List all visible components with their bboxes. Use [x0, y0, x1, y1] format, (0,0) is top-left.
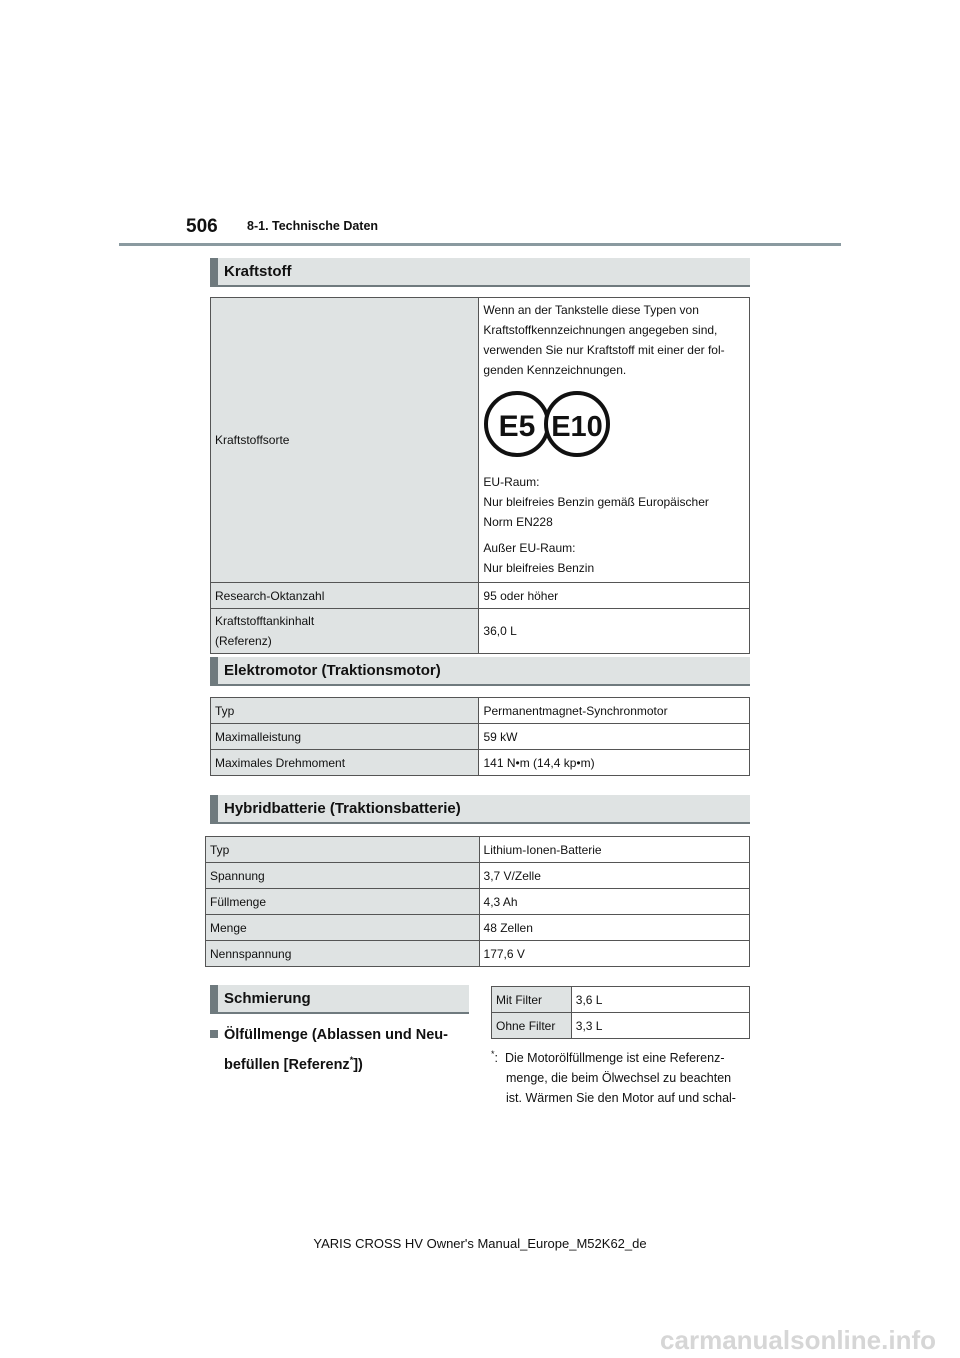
table-row: [211, 750, 750, 776]
motor-row-value: Permanentmagnet-Synchronmotor: [479, 698, 750, 724]
header-rule: [119, 243, 841, 246]
noneu-heading: Außer EU-Raum:: [483, 541, 576, 555]
motor-table: [210, 697, 750, 776]
oil-footnote: [491, 1044, 751, 1108]
table-row: [211, 583, 750, 609]
table-row: [211, 609, 750, 654]
tank-label-line: Kraftstofftankinhalt: [215, 614, 315, 628]
eu-heading: EU-Raum:: [483, 475, 540, 489]
footnote-line: menge, die beim Ölwechsel zu beachten: [506, 1071, 732, 1086]
table-row: [211, 698, 750, 724]
battery-table: [205, 836, 750, 967]
fuel-desc-line: verwenden Sie nur Kraftstoff mit einer der fol-: [483, 343, 725, 357]
fuel-desc-line: Kraftstoffkennzeichnungen angegeben sind,: [483, 323, 718, 337]
lubrication-section-heading: [210, 985, 469, 1014]
oil-row-label: Ohne Filter: [492, 1013, 572, 1039]
battery-row-label: Typ: [206, 837, 480, 863]
oil-row-label: Mit Filter: [492, 987, 572, 1013]
fuel-table: [210, 297, 750, 654]
oil-row-value: 3,6 L: [571, 987, 749, 1013]
fuel-desc-line: Wenn an der Tankstelle diese Typen von: [483, 303, 699, 317]
eu-text-line: Nur bleifreies Benzin gemäß Europäischer: [483, 495, 709, 509]
motor-row-label: Maximales Drehmoment: [211, 750, 479, 776]
table-row: [206, 915, 750, 941]
motor-section-heading: [210, 657, 750, 686]
fuel-section-heading: [210, 258, 750, 287]
oil-capacity-heading: [210, 1023, 470, 1078]
section-title: 8-1. Technische Daten: [247, 219, 379, 233]
fuel-type-description: [479, 298, 750, 583]
manual-footer: YARIS CROSS HV Owner's Manual_Europe_M52K62_de: [313, 1236, 647, 1251]
fuel-desc-line: genden Kennzeichnungen.: [483, 363, 627, 377]
fuel-type-label: Kraftstoffsorte: [211, 298, 479, 583]
battery-row-value: Lithium-Ionen-Batterie: [479, 837, 749, 863]
motor-row-label: Maximalleistung: [211, 724, 479, 750]
table-row: [492, 1013, 750, 1039]
watermark: carmanualsonline.info: [660, 1325, 936, 1355]
oil-table: [491, 986, 750, 1039]
battery-row-label: Menge: [206, 915, 480, 941]
table-row: [206, 941, 750, 967]
table-row: [211, 724, 750, 750]
battery-row-label: Füllmenge: [206, 889, 480, 915]
footnote-line: ist. Wärmen Sie den Motor auf und schal-: [506, 1091, 736, 1106]
footnote-mark: *: [491, 1049, 495, 1059]
battery-section-title: Hybridbatterie (Traktionsbatterie): [224, 800, 461, 817]
table-row: [206, 863, 750, 889]
oil-row-value: 3,3 L: [571, 1013, 749, 1039]
tank-label: [211, 609, 479, 654]
oil-heading-line-1: Ölfüllmenge (Ablassen und Neu-: [224, 1027, 448, 1043]
eu-text-line: Norm EN228: [483, 515, 553, 529]
table-row: [206, 889, 750, 915]
fuel-label-icons: [483, 380, 745, 472]
tank-value: 36,0 L: [479, 609, 750, 654]
table-row: [206, 837, 750, 863]
battery-row-value: 177,6 V: [479, 941, 749, 967]
motor-row-value: 141 N•m (14,4 kp•m): [479, 750, 750, 776]
fuel-label-e5-e10-icon: [483, 380, 633, 472]
e5-label-text: E5: [499, 410, 536, 443]
battery-row-label: Nennspannung: [206, 941, 480, 967]
motor-row-value: 59 kW: [479, 724, 750, 750]
battery-row-value: 48 Zellen: [479, 915, 749, 941]
motor-section-title: Elektromotor (Traktionsmotor): [224, 662, 441, 679]
octane-label: Research-Oktanzahl: [211, 583, 479, 609]
oil-heading-line-2: befüllen [Referenz: [224, 1056, 350, 1073]
oil-heading-footnote-mark: *: [349, 1055, 354, 1065]
battery-row-label: Spannung: [206, 863, 480, 889]
e10-label-text: E10: [551, 411, 604, 443]
octane-value: 95 oder höher: [479, 583, 750, 609]
table-row: [492, 987, 750, 1013]
square-bullet-icon: [210, 1030, 218, 1038]
tank-label-line: (Referenz): [215, 634, 272, 648]
fuel-section-title: Kraftstoff: [224, 263, 292, 280]
noneu-text: Nur bleifreies Benzin: [483, 561, 595, 575]
footnote-line: Die Motorölfüllmenge ist eine Referenz-: [504, 1051, 725, 1066]
battery-row-value: 4,3 Ah: [479, 889, 749, 915]
table-row: [211, 298, 750, 583]
footnote-separator: :: [494, 1051, 498, 1066]
battery-row-value: 3,7 V/Zelle: [479, 863, 749, 889]
motor-row-label: Typ: [211, 698, 479, 724]
lubrication-section-title: Schmierung: [224, 990, 311, 1007]
page-number: 506: [186, 216, 218, 237]
battery-section-heading: [210, 795, 750, 824]
oil-heading-line-2-end: ]): [353, 1056, 363, 1073]
